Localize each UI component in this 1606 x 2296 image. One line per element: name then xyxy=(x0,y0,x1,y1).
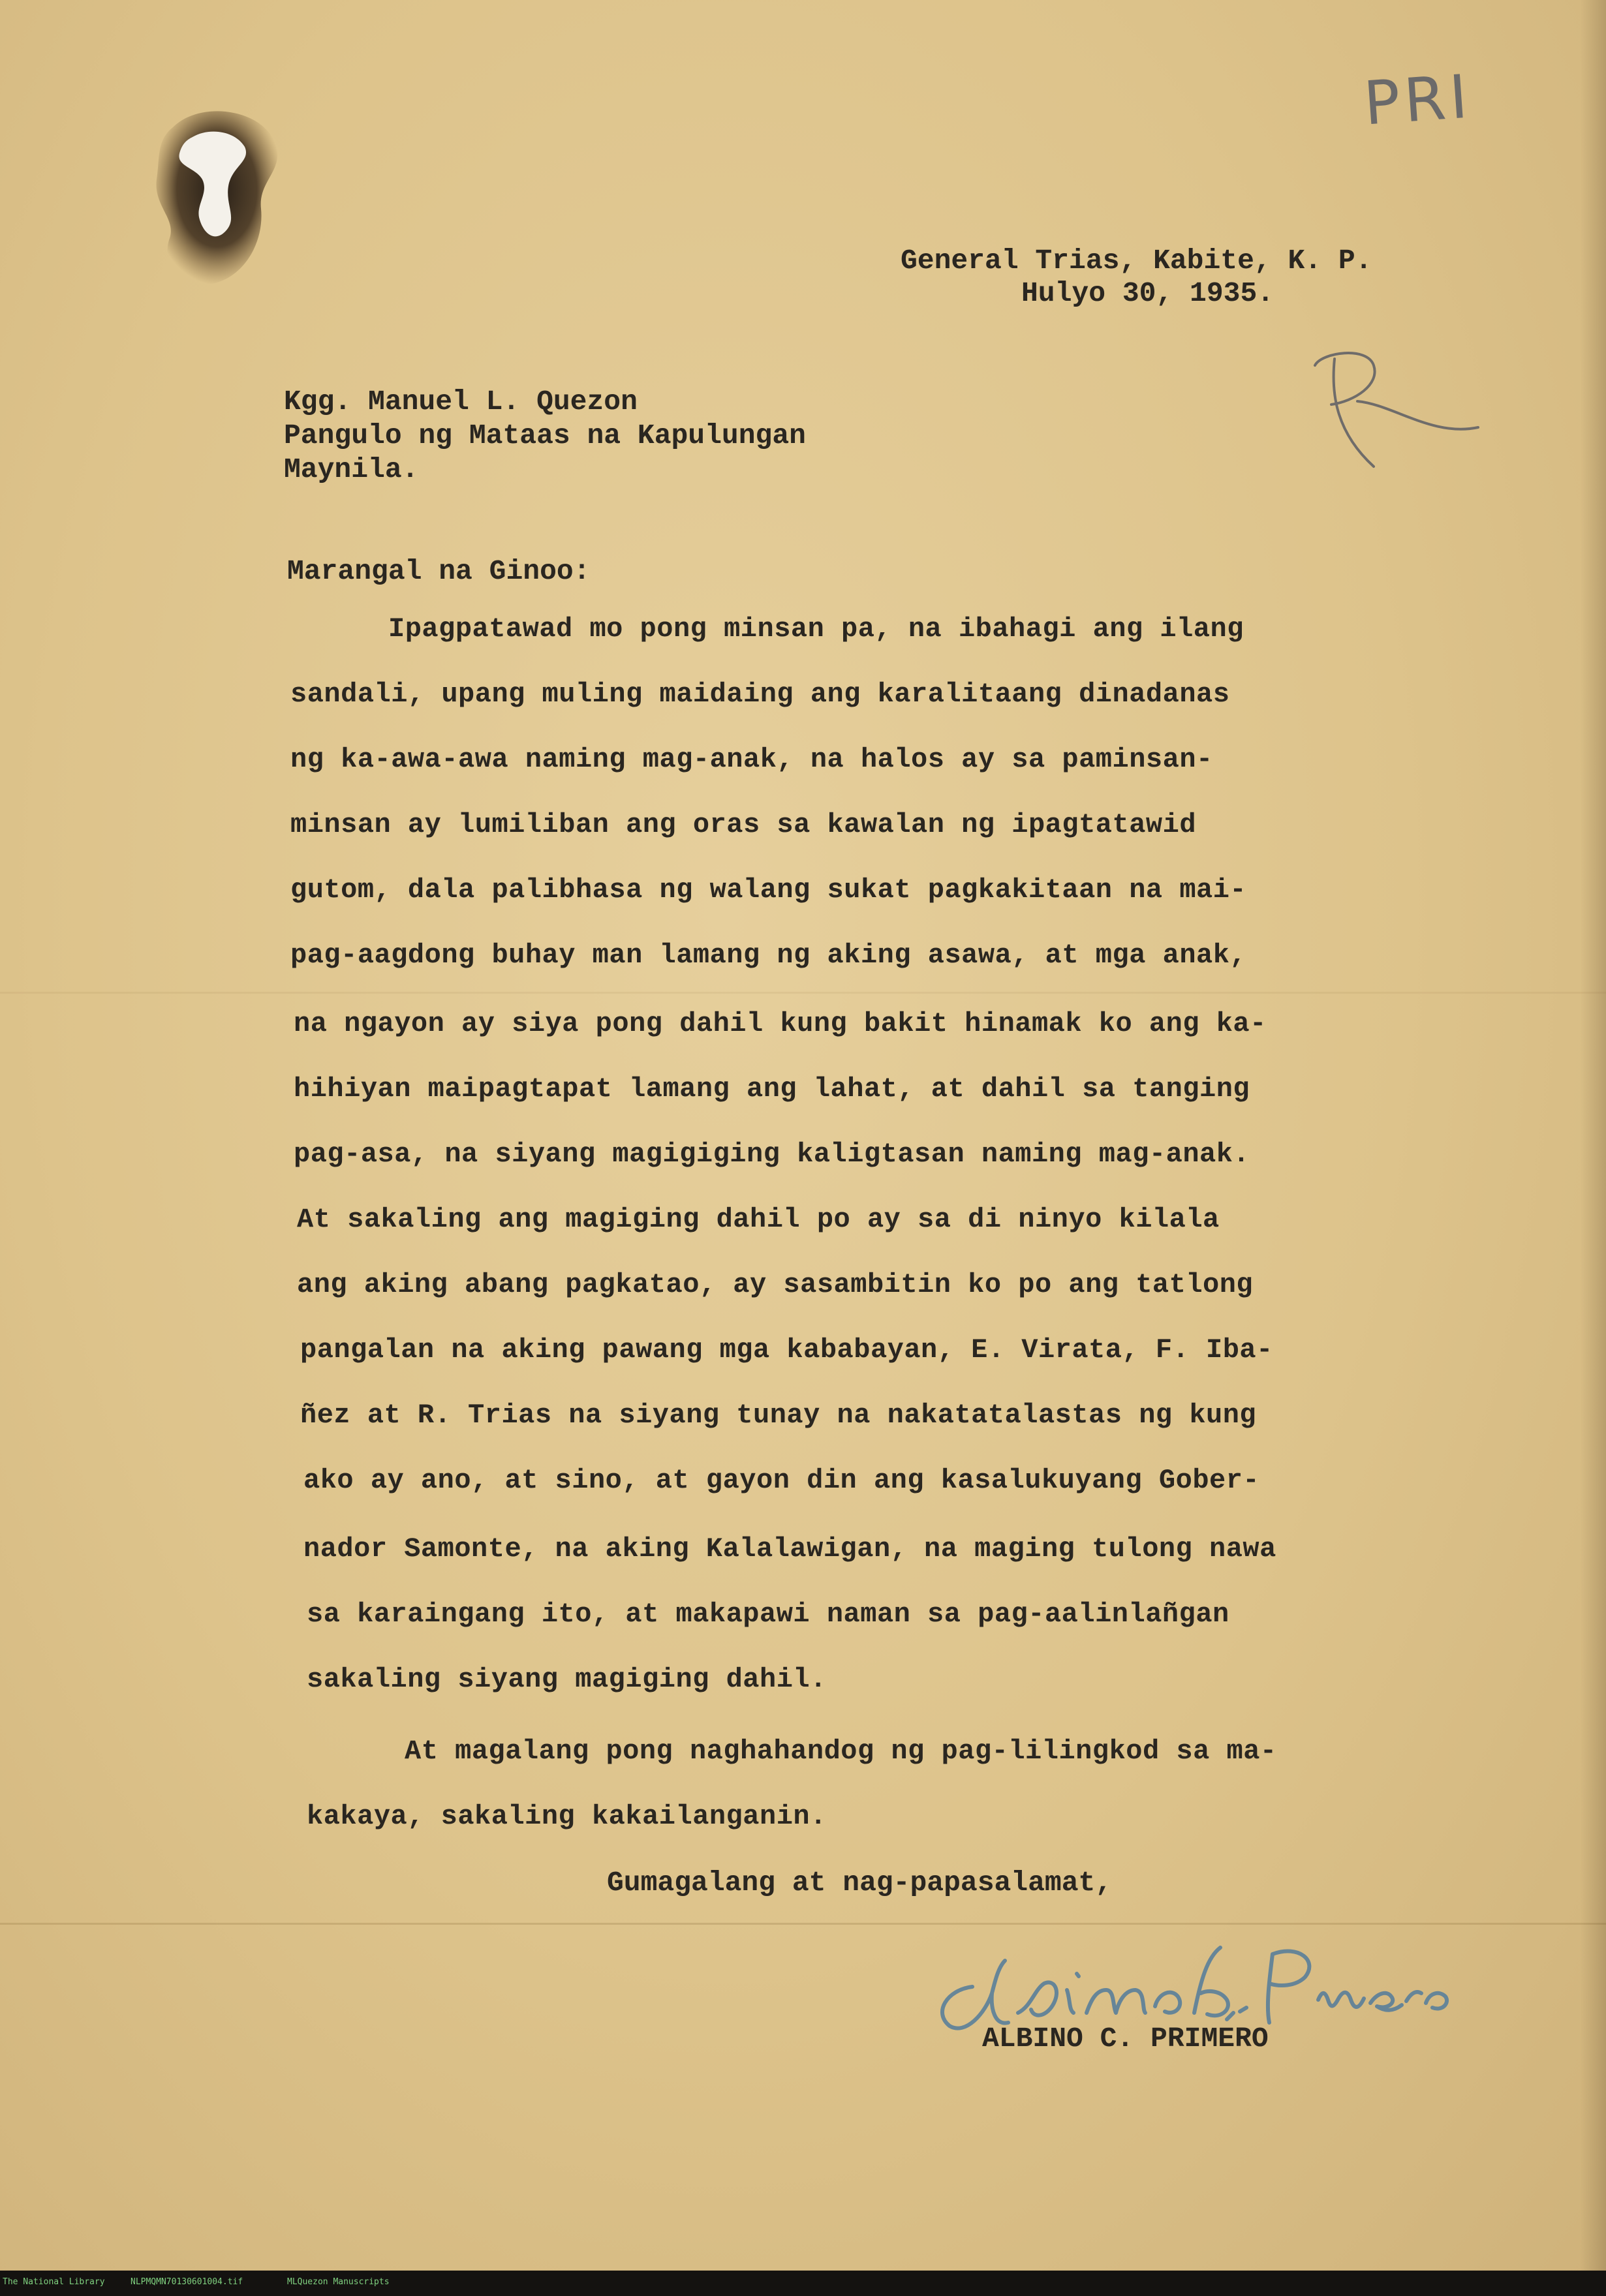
body-line: nador Samonte, na aking Kalalawigan, na maging tulong nawa xyxy=(303,1533,1276,1565)
body-line: pag-asa, na siyang magigiging kaligtasan naming mag-anak. xyxy=(294,1139,1250,1170)
closing: Gumagalang at nag-papasalamat, xyxy=(607,1867,1113,1899)
body-line: Ipagpatawad mo pong minsan pa, na ibahagi ang ilang xyxy=(388,613,1244,645)
body-line: ang aking abang pagkatao, ay sasambitin ko po ang tatlong xyxy=(297,1269,1254,1300)
body-line: pangalan na aking pawang mga kababayan, E. Virata, F. Iba- xyxy=(300,1334,1273,1366)
body-line: sakaling siyang magiging dahil. xyxy=(307,1664,827,1695)
paper-fold-line xyxy=(0,1923,1606,1925)
body-line: ng ka-awa-awa naming mag-anak, na halos ay sa paminsan- xyxy=(290,744,1213,775)
pencil-annotation: PRI xyxy=(1361,61,1474,139)
body-line: minsan ay lumiliban ang oras sa kawalan ng ipagtatawid xyxy=(290,809,1197,840)
letter-date: Hulyo 30, 1935. xyxy=(1021,277,1274,309)
body-line: sandali, upang muling maidaing ang karalitaang dinadanas xyxy=(290,679,1230,710)
body-line: At sakaling ang magiging dahil po ay sa di ninyo kilala xyxy=(297,1204,1220,1235)
body-line: ako ay ano, at sino, at gayon din ang kasalukuyang Gober- xyxy=(303,1465,1260,1496)
body-line: kakaya, sakaling kakailanganin. xyxy=(307,1801,827,1832)
pencil-initial-mark xyxy=(1295,339,1491,476)
burn-hole-mark xyxy=(147,101,287,290)
archive-footer-bar xyxy=(0,2271,1606,2296)
body-line: gutom, dala palibhasa ng walang sukat pagkakitaan na mai- xyxy=(290,874,1247,906)
salutation: Marangal na Ginoo: xyxy=(287,555,591,587)
body-line: na ngayon ay siya pong dahil kung bakit hinamak ko ang ka- xyxy=(294,1008,1267,1039)
body-line: hihiyan maipagtapat lamang ang lahat, at dahil sa tanging xyxy=(294,1073,1250,1105)
paper-fold-line xyxy=(0,992,1606,994)
footer-library: The National Library xyxy=(3,2277,105,2287)
body-line: ñez at R. Trias na siyang tunay na nakatatalastas ng kung xyxy=(300,1400,1257,1431)
signatory-name: ALBINO C. PRIMERO xyxy=(982,2023,1269,2055)
body-line: At magalang pong naghahandog ng pag-lilingkod sa ma- xyxy=(405,1736,1277,1767)
letter-place: General Trias, Kabite, K. P. xyxy=(901,245,1372,277)
recipient-name: Kgg. Manuel L. Quezon xyxy=(284,386,638,418)
body-line: sa karaingang ito, at makapawi naman sa pag-aalinlañgan xyxy=(307,1599,1229,1630)
recipient-city: Maynila. xyxy=(284,453,419,485)
body-line: pag-aagdong buhay man lamang ng aking asawa, at mga anak, xyxy=(290,940,1247,971)
footer-collection: MLQuezon Manuscripts xyxy=(287,2277,390,2287)
page-edge-shadow xyxy=(1580,0,1606,2271)
footer-filename: NLPMQMN70130601004.tif xyxy=(131,2277,243,2287)
recipient-title: Pangulo ng Mataas na Kapulungan xyxy=(284,420,806,452)
